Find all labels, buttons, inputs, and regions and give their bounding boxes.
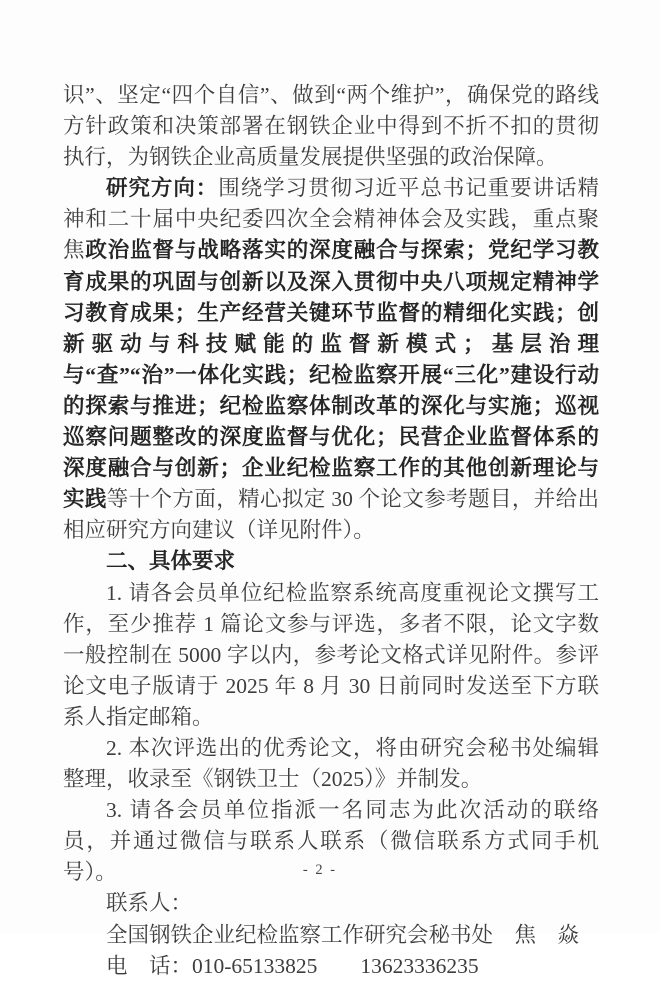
para-contact-phone [63,951,599,982]
text-segment: 3. 请各会员单位指派一名同志为此次活动的联络员，并通过微信与联系人联系（微信联系方式同手机号）。 [63,798,599,885]
para-political-guarantee [63,80,599,173]
para-requirement-2 [63,733,599,795]
heading-specific-requirements [63,546,599,577]
text-segment: 围绕学习贯彻习近平总书记重要讲话精神和二十届中央纪委四次全会精神体会及实践，重点聚焦 [63,176,599,263]
para-contact-label [63,888,599,919]
text-segment: 等十个方面，精心拟定 30 个论文参考题目，并给出相应研究方向建议（详见附件）。 [63,487,599,543]
para-contact-person [63,920,599,951]
text-segment: 1. 请各会员单位纪检监察系统高度重视论文撰写工作，至少推荐 1 篇论文参与评选，多者不限，论文字数一般控制在 5000 字以内，参考论文格式详见附件。参评论文电子版请于 2025 年 8 月 30 日前同时发送至下方联系人指定邮箱。 [63,580,599,729]
document-body [63,80,599,982]
text-segment: 电 话：010-65133825 13623336235 [106,953,479,978]
text-segment: 全国钢铁企业纪检监察工作研究会秘书处 焦 焱 [106,922,580,947]
text-segment-bold: 政治监督与战略落实的深度融合与探索；党纪学习教育成果的巩固与创新以及深入贯彻中央八项规定精神学习教育成果；生产经营关键环节监督的精细化实践；创新驱动与科技赋能的监督新模式；基层治理与“查”“治”一体化实践；纪检监察开展“三化”建设行动的探索与推进；纪检监察体制改革的深化与实施；巡视巡察问题整改的深度监督与优化；民营企业监督体系的深度融合与创新；企业纪检监察工作的其他创新理论与实践 [63,238,599,512]
text-segment-bold: 二、具体要求 [106,549,236,574]
para-requirement-1 [63,578,599,733]
text-segment: 联系人： [106,891,193,916]
text-segment-bold: 研究方向： [106,176,219,201]
text-segment: 识”、坚定“四个自信”、做到“两个维护”，确保党的路线方针政策和决策部署在钢铁企业中得到不折不扣的贯彻执行，为钢铁企业高质量发展提供坚强的政治保障。 [63,83,599,170]
page-number: - 2 - [302,862,338,878]
text-segment: 2. 本次评选出的优秀论文，将由研究会秘书处编辑整理，收录至《钢铁卫士（2025）》并制发。 [63,735,599,792]
para-research-directions [63,173,599,546]
